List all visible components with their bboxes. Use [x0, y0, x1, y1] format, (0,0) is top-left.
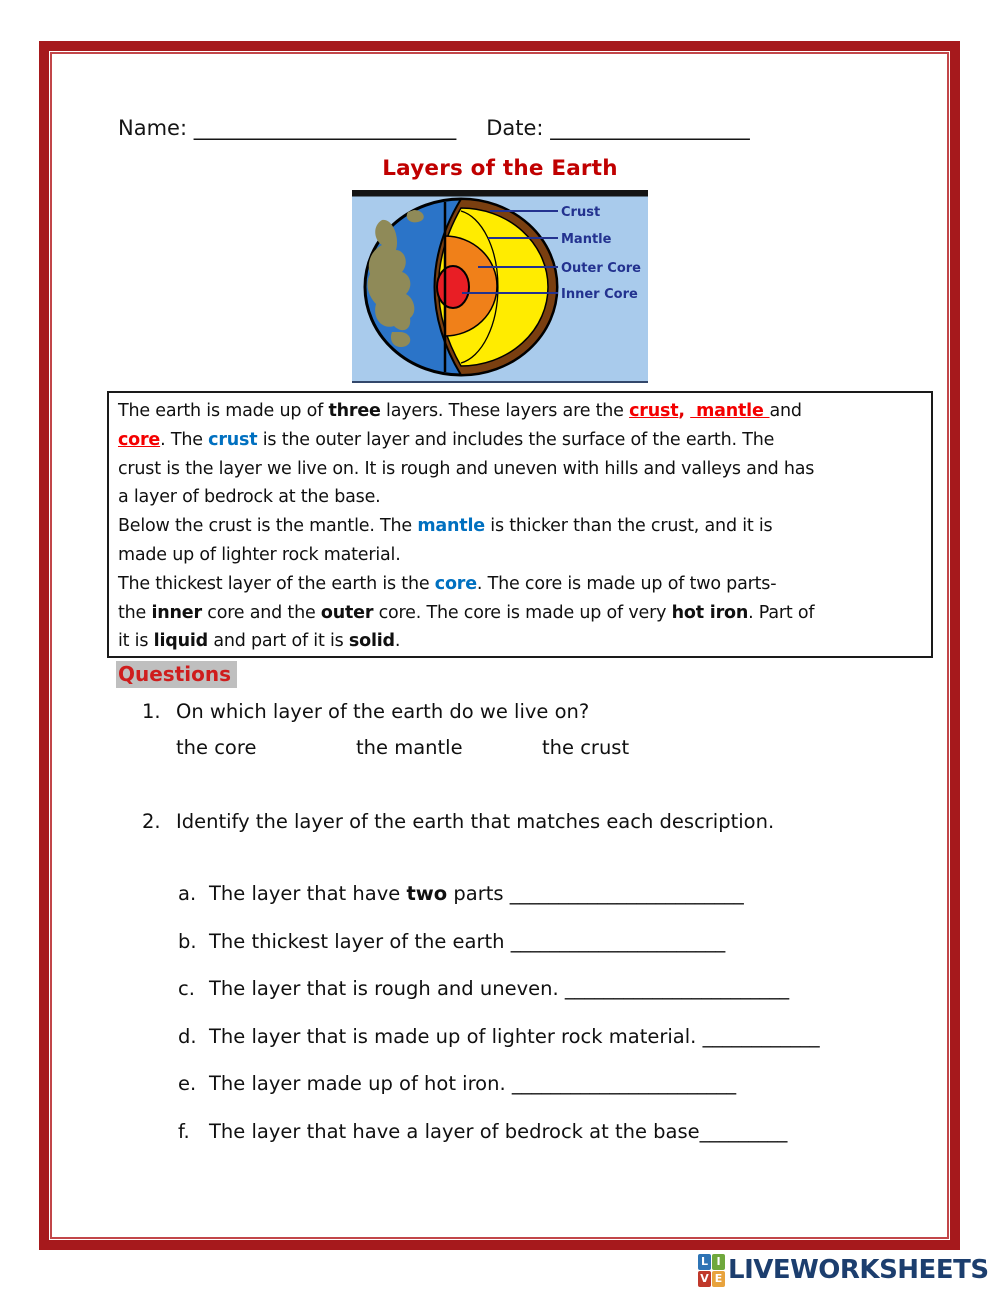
passage-line-2: core. The crust is the outer layer and includes the surface of the earth. The — [118, 429, 775, 450]
diagram-bottom-line — [352, 381, 648, 383]
passage-line-7: The thickest layer of the earth is the core. The core is made up of two parts- — [118, 573, 777, 594]
option-the-crust[interactable]: the crust — [542, 736, 630, 759]
answer-blank[interactable]: ____________ — [702, 1025, 820, 1048]
answer-blank[interactable]: ______________________ — [510, 930, 726, 953]
passage-line-1: The earth is made up of three layers. These layers are the crust, mantle and — [118, 401, 802, 421]
question-1 — [142, 700, 589, 723]
question-2-item-f — [178, 1120, 787, 1143]
passage-box — [107, 391, 933, 658]
name-label: Name: — [118, 116, 188, 140]
logo-tile-e: E — [712, 1271, 725, 1287]
name-date-row — [118, 116, 750, 140]
logo-tile-v: V — [698, 1271, 711, 1287]
name-blank[interactable]: _________________________ — [193, 116, 457, 140]
answer-blank[interactable]: _______________________ — [564, 977, 790, 1000]
outer-core-label: Outer Core — [561, 261, 641, 276]
item-a-letter: a. — [178, 882, 197, 905]
passage-line-8: the inner core and the outer core. The core is made up of very hot iron. Part of — [118, 602, 815, 623]
question-1-options — [176, 736, 776, 762]
questions-heading: Questions — [116, 661, 237, 688]
passage-line-9: it is liquid and part of it is solid. — [118, 631, 401, 652]
passage-line-4: a layer of bedrock at the base. — [118, 487, 381, 508]
question-2-item-b — [178, 930, 725, 953]
item-a-text: The layer that have two parts ________________________ — [209, 882, 744, 905]
option-the-mantle[interactable]: the mantle — [356, 736, 463, 759]
question-2-text: Identify the layer of the earth that matches each description. — [176, 810, 775, 833]
brand-text: LIVEWORKSHEETS — [728, 1255, 989, 1285]
passage-line-3: crust is the layer we live on. It is rough and uneven with hills and valleys and has — [118, 458, 815, 479]
question-2-item-c — [178, 977, 789, 1000]
diagram-top-bar — [352, 190, 648, 197]
item-d-text: The layer that is made up of lighter rock material. ____________ — [209, 1025, 820, 1048]
item-d-letter: d. — [178, 1025, 197, 1048]
earth-diagram-svg — [352, 190, 648, 383]
question-2-item-d — [178, 1025, 820, 1048]
page-title: Layers of the Earth — [382, 156, 618, 181]
item-e-text: The layer made up of hot iron. _______________________ — [209, 1072, 737, 1095]
crust-label: Crust — [561, 205, 601, 220]
question-2-number: 2. — [142, 810, 161, 833]
mantle-label: Mantle — [561, 232, 612, 247]
question-2 — [142, 810, 774, 833]
item-e-letter: e. — [178, 1072, 197, 1095]
item-c-letter: c. — [178, 977, 195, 1000]
item-c-text: The layer that is rough and uneven. _______________________ — [209, 977, 790, 1000]
answer-blank[interactable]: _______________________ — [511, 1072, 737, 1095]
option-the-core[interactable]: the core — [176, 736, 257, 759]
logo-tile-i: I — [712, 1254, 725, 1270]
inner-core-layer — [437, 266, 469, 308]
question-1-text: On which layer of the earth do we live on? — [176, 700, 590, 723]
question-1-number: 1. — [142, 700, 161, 723]
date-label: Date: — [486, 116, 544, 140]
answer-blank[interactable]: ________________________ — [509, 882, 744, 905]
item-b-text: The thickest layer of the earth ______________________ — [209, 930, 726, 953]
item-f-letter: f. — [178, 1120, 190, 1143]
date-blank[interactable]: ___________________ — [550, 116, 750, 140]
answer-blank[interactable]: _________ — [699, 1120, 788, 1143]
item-b-letter: b. — [178, 930, 197, 953]
passage-line-6: made up of lighter rock material. — [118, 544, 401, 565]
passage-line-5: Below the crust is the mantle. The mantle is thicker than the crust, and it is — [118, 516, 773, 537]
logo-tiles-icon — [698, 1254, 725, 1287]
question-2-item-a — [178, 882, 744, 905]
item-f-text: The layer that have a layer of bedrock at the base_________ — [209, 1120, 788, 1143]
liveworksheets-logo — [698, 1253, 989, 1287]
earth-layers-diagram — [352, 190, 648, 383]
inner-core-label: Inner Core — [561, 287, 638, 302]
question-2-item-e — [178, 1072, 736, 1095]
logo-tile-l: L — [698, 1254, 711, 1270]
